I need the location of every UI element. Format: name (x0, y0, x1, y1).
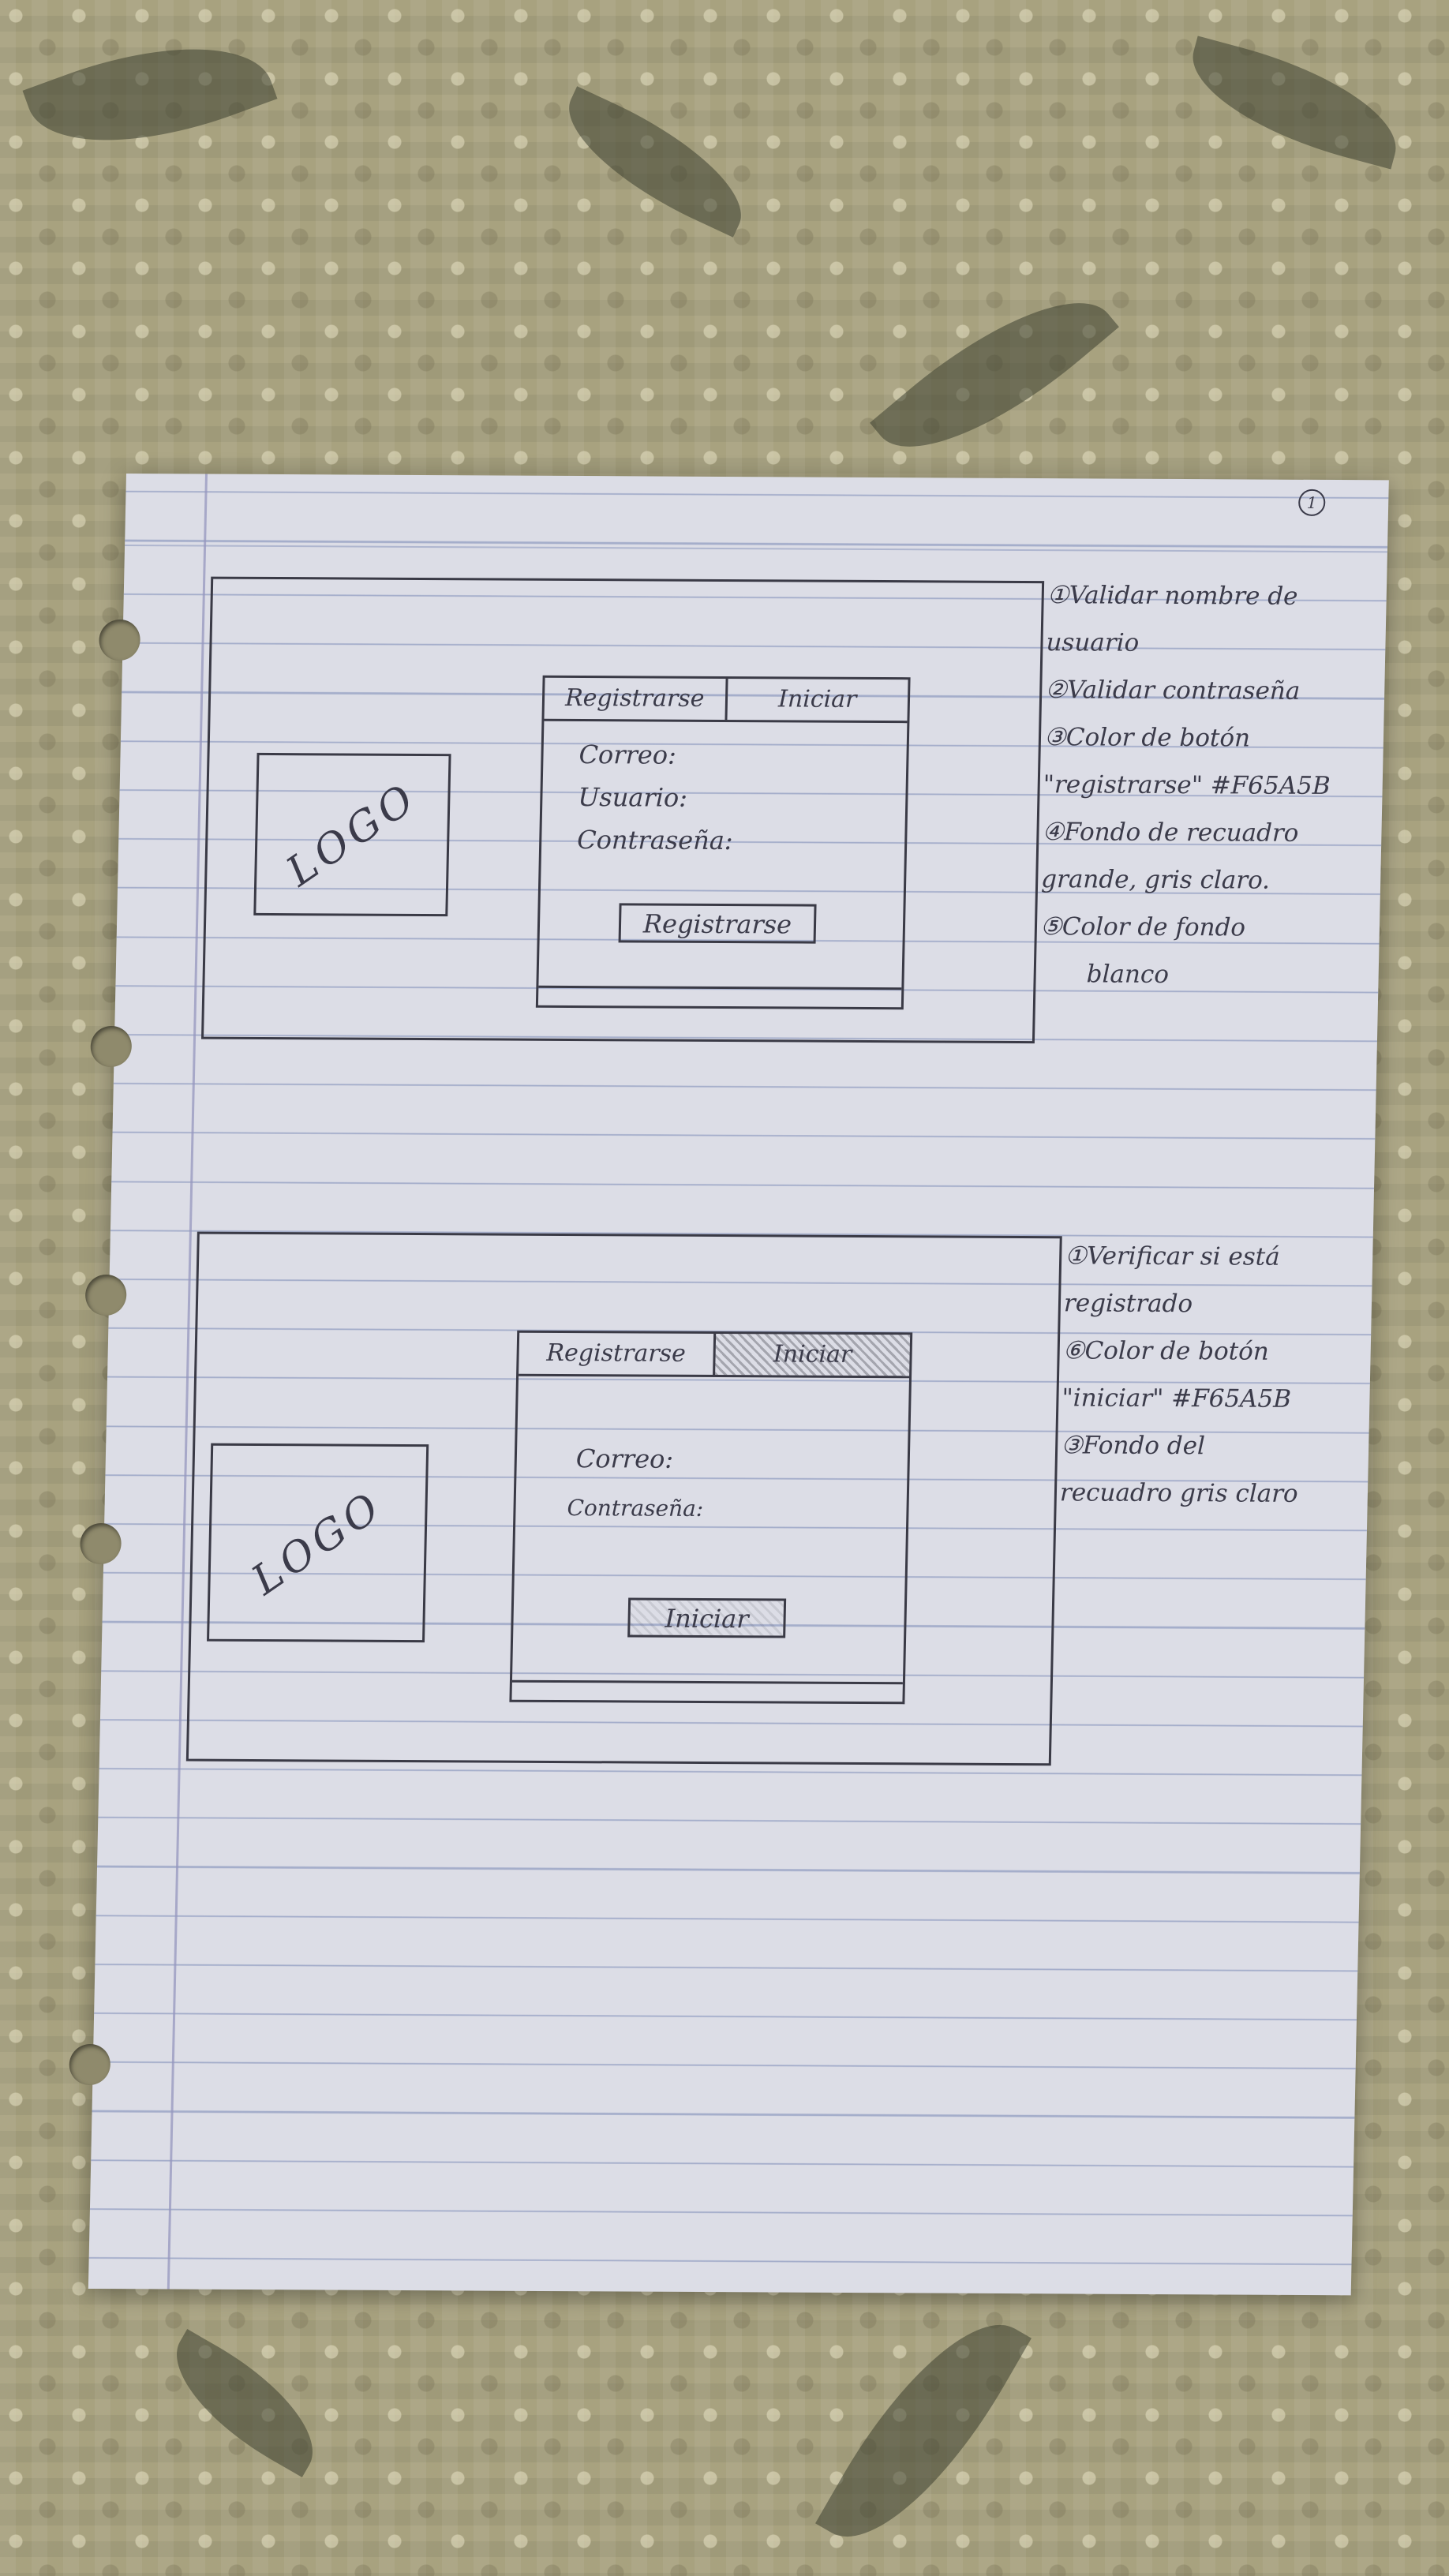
note-line: "iniciar" #F65A5B (1061, 1383, 1292, 1413)
logo-placeholder (253, 753, 451, 916)
note-line: usuario (1046, 628, 1140, 657)
notebook-page (88, 474, 1389, 2295)
binder-hole (80, 1523, 122, 1564)
register-form (536, 676, 911, 1009)
login-button[interactable]: Iniciar (627, 1597, 786, 1638)
note-line: blanco (1086, 960, 1170, 989)
sketch1-frame (201, 577, 1044, 1044)
email-field[interactable]: Correo: (578, 739, 677, 770)
leaf-pattern (23, 9, 278, 179)
binder-hole (69, 2044, 110, 2085)
note-line: ⑥Color de botón (1062, 1336, 1270, 1366)
form-bottom-rule (512, 1680, 903, 1685)
sketch2-frame (186, 1232, 1062, 1766)
form-bottom-rule (538, 986, 901, 990)
note-line: registrado (1063, 1289, 1193, 1319)
leaf-pattern (547, 86, 763, 237)
sketch1-notes (1039, 571, 1387, 999)
tab-iniciar[interactable]: Iniciar (724, 679, 908, 721)
logo-text: LOGO (243, 1481, 392, 1604)
note-line: "registrarse" #F65A5B (1043, 770, 1331, 801)
logo-text: LOGO (278, 773, 427, 896)
leaf-pattern (815, 2291, 1032, 2570)
form-tabs (544, 678, 908, 723)
note-line: ④Fondo de recuadro (1042, 818, 1299, 848)
leaf-pattern (152, 2329, 338, 2477)
binder-hole (99, 620, 140, 661)
binder-hole (90, 1026, 132, 1067)
note-line: grande, gris claro. (1040, 865, 1271, 895)
leaf-pattern (1178, 36, 1411, 169)
tab-registrarse[interactable]: Registrarse (546, 1339, 687, 1368)
tab-registrarse[interactable]: Registrarse (564, 683, 705, 713)
sketch2-notes (1059, 1232, 1373, 1518)
username-field[interactable]: Usuario: (578, 782, 688, 813)
note-line: ①Verificar si está (1064, 1241, 1281, 1271)
register-button[interactable]: Registrarse (619, 903, 817, 943)
note-line: ②Validar contraseña (1044, 676, 1301, 706)
password-field[interactable]: Contraseña: (567, 1495, 704, 1522)
password-field[interactable]: Contraseña: (576, 825, 734, 856)
note-line: ③Fondo del (1060, 1431, 1206, 1461)
note-line: ①Validar nombre de (1046, 581, 1298, 611)
login-form (509, 1331, 912, 1705)
binder-hole (85, 1275, 127, 1316)
form-tabs (519, 1333, 910, 1379)
logo-placeholder (207, 1443, 429, 1642)
note-line: ⑤Color de fondo (1039, 912, 1246, 942)
note-line: recuadro gris claro (1059, 1478, 1299, 1508)
leaf-pattern (870, 260, 1119, 489)
page-number: 1 (1298, 489, 1326, 516)
top-rule (125, 545, 1387, 552)
note-line: ③Color de botón (1043, 723, 1251, 753)
email-field[interactable]: Correo: (575, 1443, 674, 1474)
tab-iniciar[interactable]: Iniciar (713, 1334, 910, 1376)
